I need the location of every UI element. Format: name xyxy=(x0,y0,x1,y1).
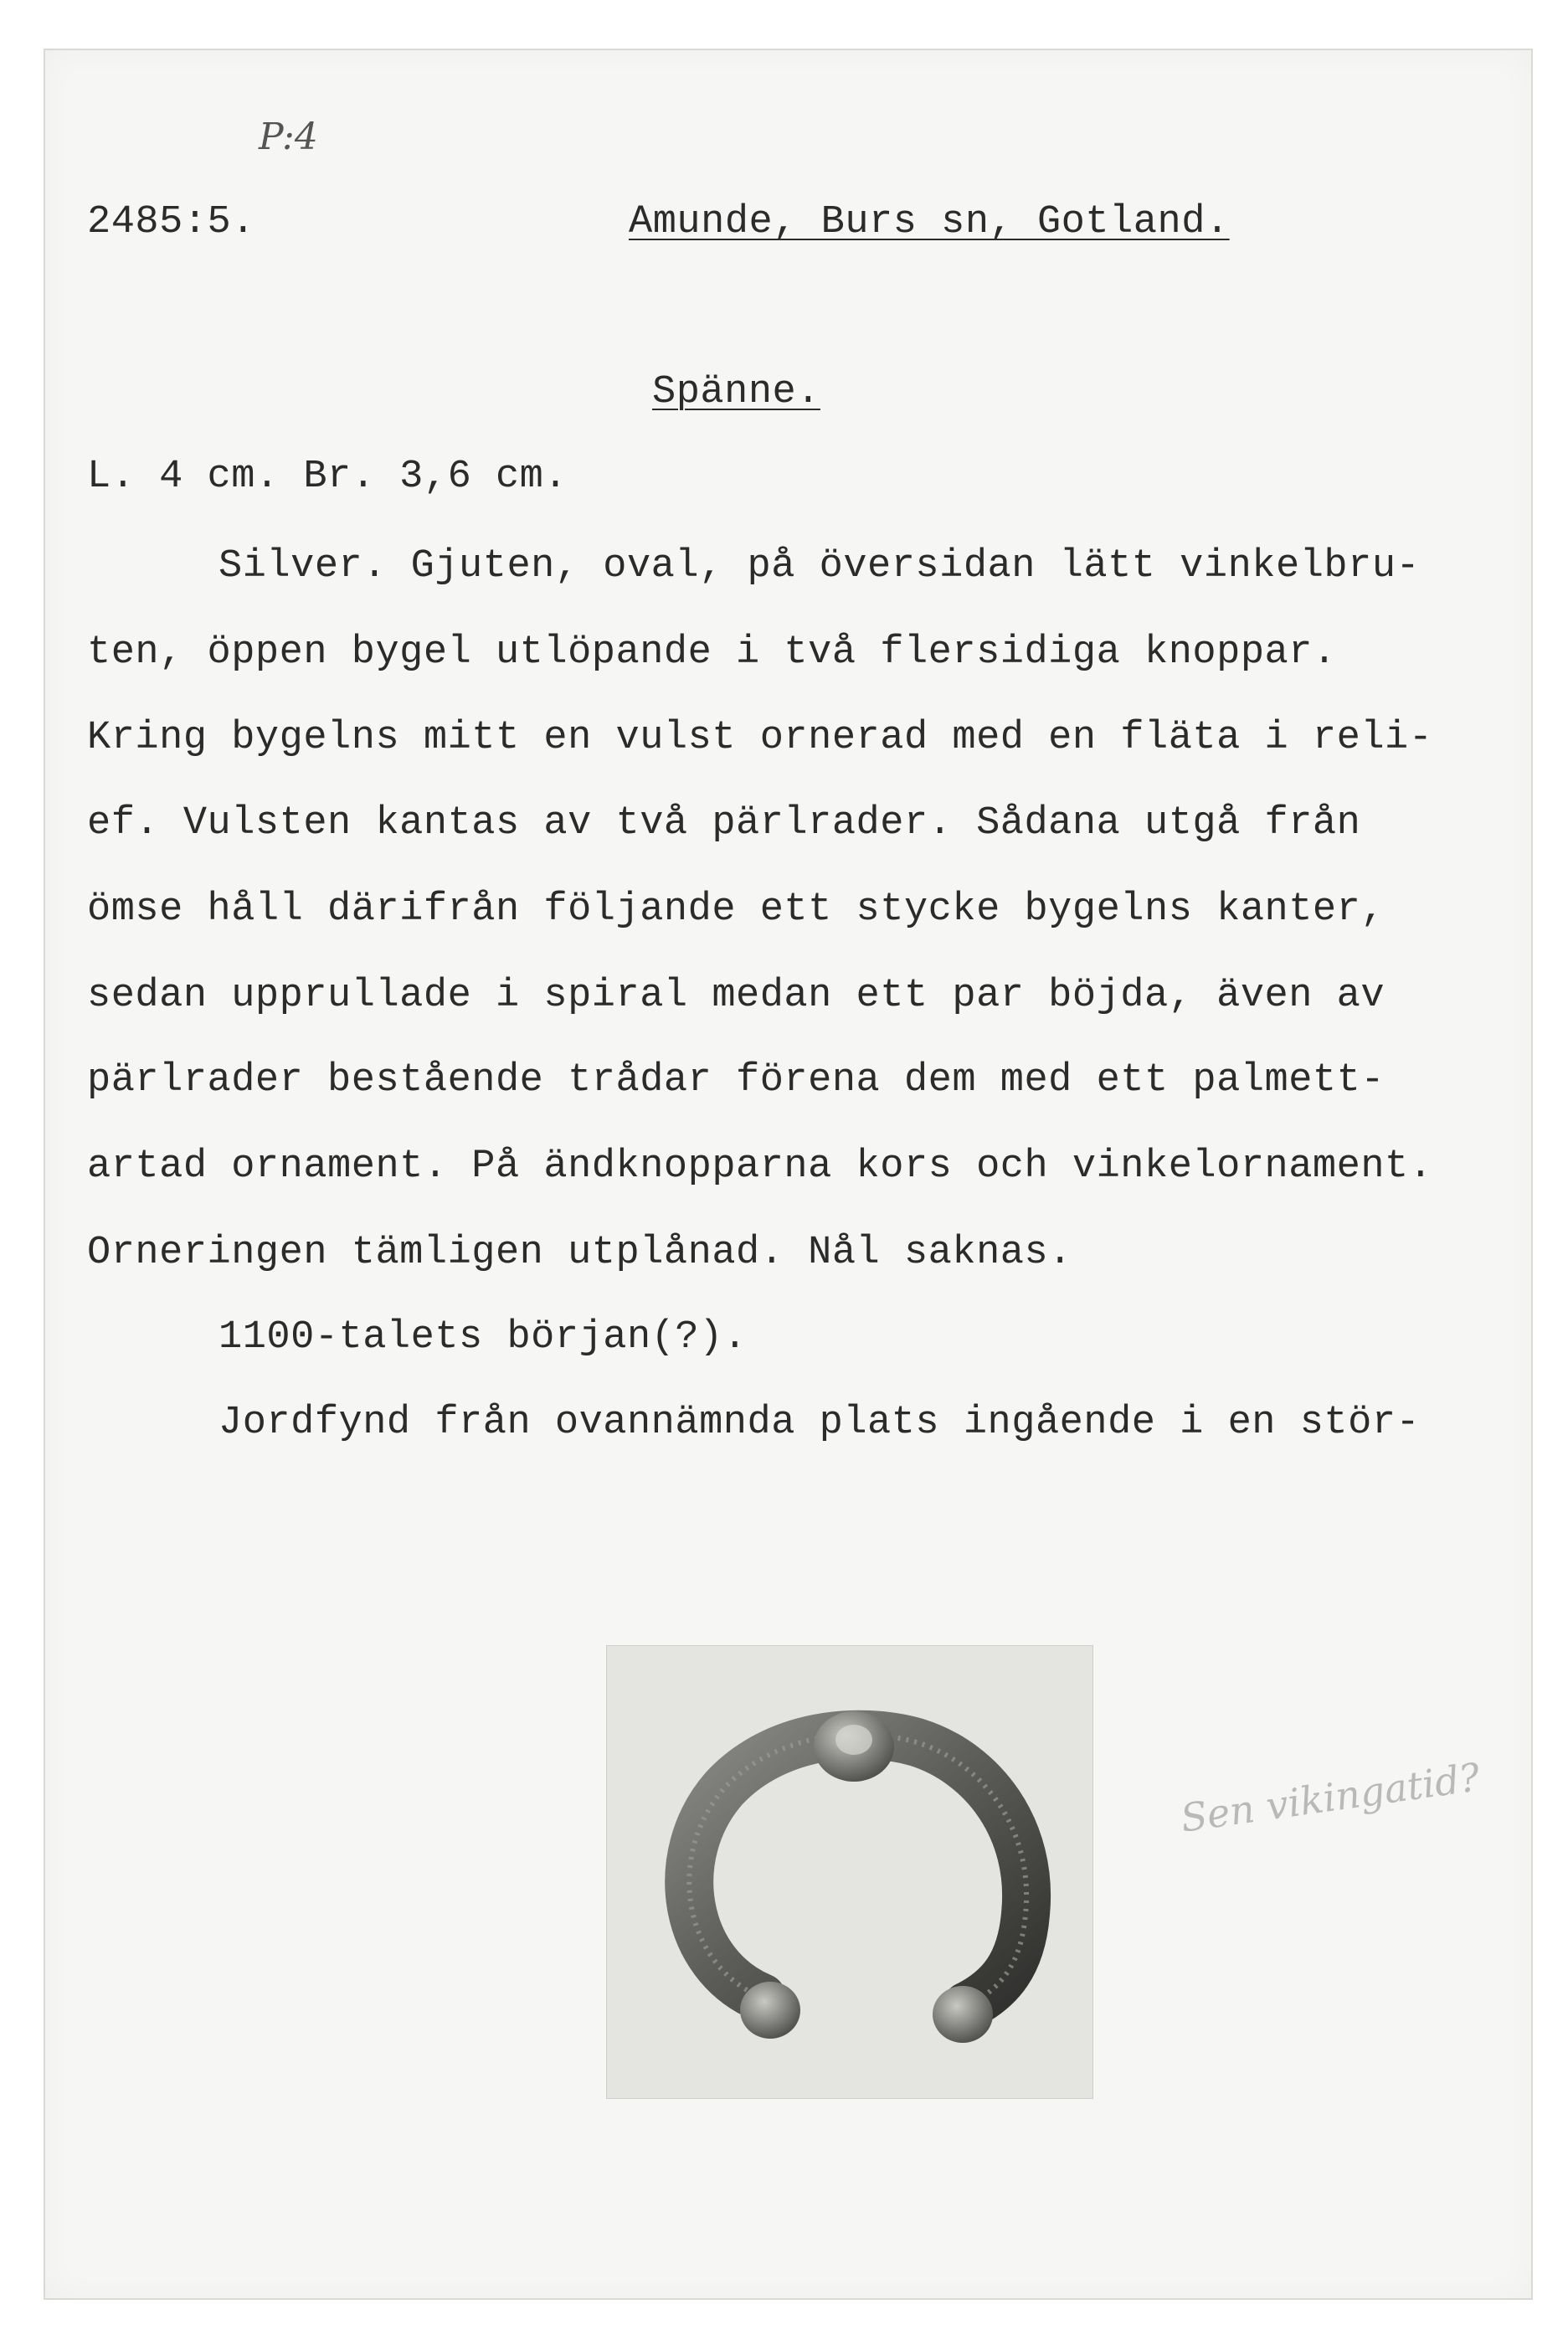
handwritten-page-mark: P:4 xyxy=(259,116,318,158)
find-note: Jordfynd från ovannämnda plats ingående i en stör- xyxy=(218,1401,1421,1445)
description-line-6: sedan upprullade i spiral medan ett par böjda, även av xyxy=(87,974,1385,1018)
description-line-8: artad ornament. På ändknopparna kors och vinkelornament. xyxy=(87,1144,1433,1189)
description-line-3: Kring bygelns mitt en vulst ornerad med en fläta i reli- xyxy=(87,716,1433,760)
catalog-number: 2485:5. xyxy=(87,200,255,244)
catalog-card xyxy=(44,49,1533,2300)
artifact-photo xyxy=(606,1645,1093,2099)
description-line-7: pärlrader bestående trådar förena dem med ett palmett- xyxy=(87,1058,1385,1103)
description-line-2: ten, öppen bygel utlöpande i två flersidiga knoppar. xyxy=(87,630,1337,675)
find-location: Amunde, Burs sn, Gotland. xyxy=(629,200,1230,244)
dimensions: L. 4 cm. Br. 3,6 cm. xyxy=(87,455,568,499)
dating: 1100-talets början(?). xyxy=(218,1315,748,1360)
object-title: Spänne. xyxy=(652,370,820,414)
description-line-4: ef. Vulsten kantas av två pärlrader. Sådana utgå från xyxy=(87,801,1361,846)
description-line-1: Silver. Gjuten, oval, på översidan lätt vinkelbru- xyxy=(218,544,1421,589)
description-line-9: Orneringen tämligen utplånad. Nål saknas. xyxy=(87,1231,1072,1275)
handwritten-dating-note: Sen vikingatid? xyxy=(1177,1754,1483,1841)
description-line-5: ömse håll därifrån följande ett stycke bygelns kanter, xyxy=(87,887,1385,932)
